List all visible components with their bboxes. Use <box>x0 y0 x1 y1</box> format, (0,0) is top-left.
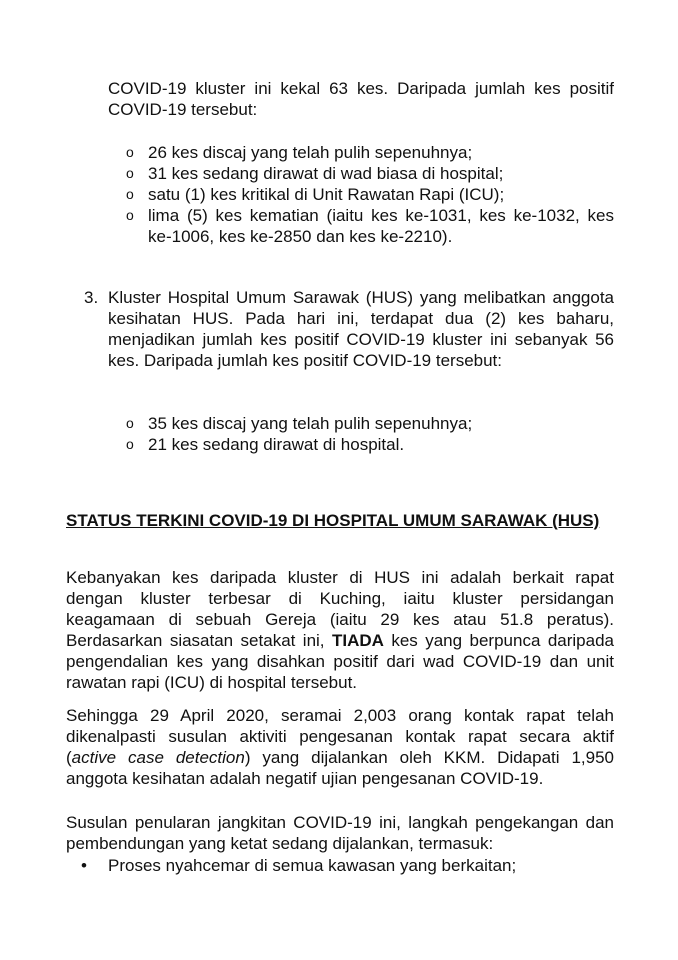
list-item: o 35 kes discaj yang telah pulih sepenuhnya; <box>126 414 473 433</box>
circle-bullet-icon: o <box>126 144 134 160</box>
cluster-3-status-list <box>126 413 614 455</box>
circle-bullet-icon: o <box>126 415 134 431</box>
list-item: o 26 kes discaj yang telah pulih sepenuhnya; <box>126 143 473 162</box>
bullet-icon: • <box>81 856 87 875</box>
paragraph-hus-cases: Kebanyakan kes daripada kluster di HUS ini adalah berkait rapat dengan kluster terbesar di Kuching, iaitu kluster persidangan keagamaan di sebuah Gereja (iaitu 29 kes atau 51.8 peratus). Berdasarkan siasatan setakat ini, TIADA kes yang berpunca daripada pengendalian kes yang disahkan positif dari wad COVID-19 dan unit rawatan rapi (ICU) di hospital tersebut. <box>66 568 614 692</box>
paragraph-measures-intro: Susulan penularan jangkitan COVID-19 ini, langkah pengekangan dan pembendungan yang ketat sedang dijalankan, termasuk: <box>66 813 614 853</box>
circle-bullet-icon: o <box>126 436 134 452</box>
circle-bullet-icon: o <box>126 186 134 202</box>
cluster-3-item <box>84 287 614 371</box>
list-number: 3. <box>84 288 99 307</box>
section-heading-wrap <box>66 510 614 531</box>
cluster-2-status-list <box>126 142 614 247</box>
list-item: o 31 kes sedang dirawat di wad biasa di hospital; <box>126 164 504 183</box>
circle-bullet-icon: o <box>126 207 134 223</box>
circle-bullet-icon: o <box>126 165 134 181</box>
list-item: • Proses nyahcemar di semua kawasan yang berkaitan; <box>81 856 517 875</box>
list-item: o lima (5) kes kematian (iaitu kes ke-1031, kes ke-1032, kes ke-1006, kes ke-2850 dan kes ke-2210). <box>126 206 614 246</box>
list-item: o satu (1) kes kritikal di Unit Rawatan Rapi (ICU); <box>126 185 505 204</box>
section-heading: STATUS TERKINI COVID-19 DI HOSPITAL UMUM SARAWAK (HUS) <box>66 511 600 530</box>
list-item: o 21 kes sedang dirawat di hospital. <box>126 435 405 454</box>
paragraph-contact-tracing: Sehingga 29 April 2020, seramai 2,003 orang kontak rapat telah dikenalpasti susulan aktiviti pengesanan kontak rapat secara aktif (active case detection) yang dijalankan oleh KKM. Didapati 1,950 anggota kesihatan adalah negatif ujian pengesanan COVID-19. <box>66 706 614 788</box>
cluster-3-text: Kluster Hospital Umum Sarawak (HUS) yang melibatkan anggota kesihatan HUS. Pada hari ini, terdapat dua (2) kes baharu, menjadikan jumlah kes positif COVID-19 kluster ini sebanyak 56 kes. Daripada jumlah kes positif COVID-19 tersebut: <box>108 288 614 370</box>
italic-term: active case detection <box>71 748 245 767</box>
cluster-2-continuation: COVID-19 kluster ini kekal 63 kes. Daripada jumlah kes positif COVID-19 tersebut: <box>108 79 614 119</box>
measures-list <box>81 855 614 876</box>
emphasis-tiada: TIADA <box>331 631 384 650</box>
